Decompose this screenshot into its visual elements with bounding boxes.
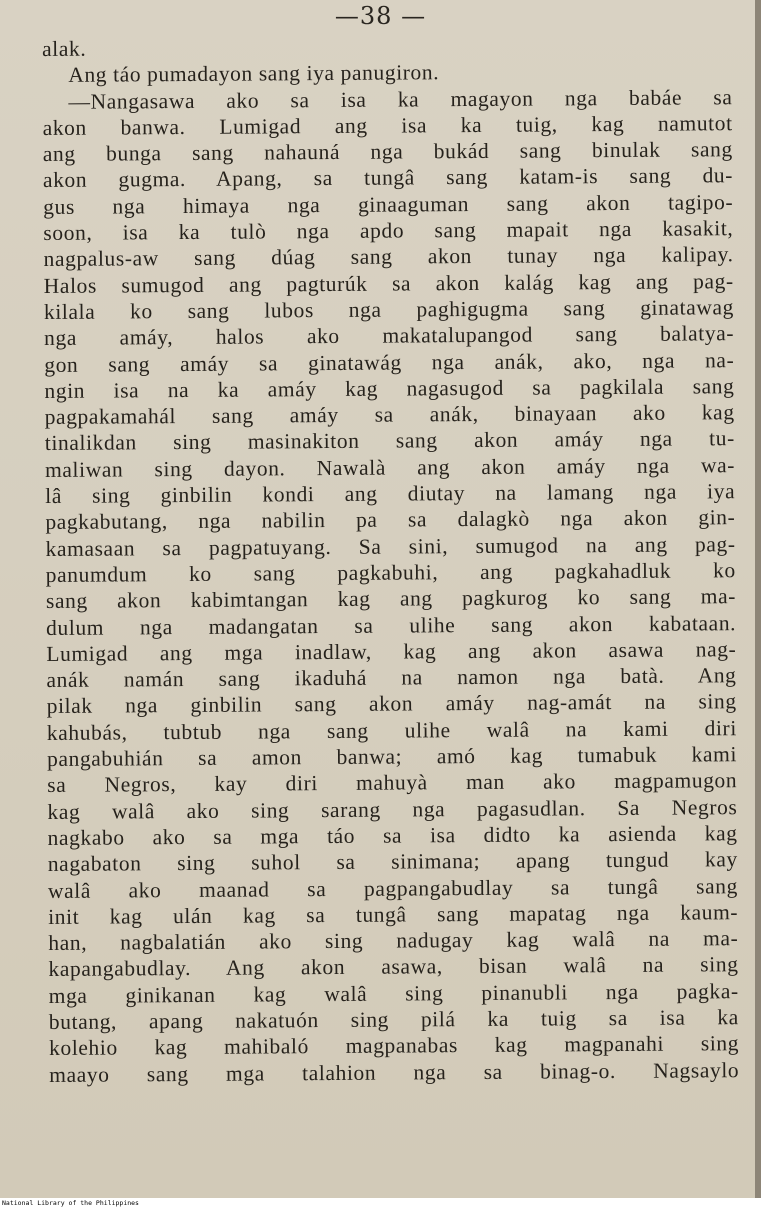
text-line: tinalikdan sing masinakiton sang akon amáy nga tu- [44,426,735,456]
text-line: han, nagbalatián ako sing nadugay kag walâ na ma- [48,926,739,956]
text-line: maliwan sing dayon. Nawalà ang akon amáy nga wa- [44,452,736,482]
text-line: init kag ulán kag sa tungâ sang mapatag nga kaum- [48,899,739,929]
text-line: walâ ako maanad sa pagpangabudlay sa tungâ sang [47,873,739,903]
text-line: soon, isa ka tulò nga apdo sang mapait nga kasakit, [43,216,734,246]
text-line: mga ginikanan kag walâ sing pinanubli nga pagka- [48,978,739,1008]
page-edge-shadow [755,0,761,1198]
text-line: kamasaan sa pagpatuyang. Sa sini, sumugod na ang pag- [45,531,736,561]
text-line: ang bunga sang nahauná nga bukád sang binulak sang [42,137,733,167]
text-line: Lumigad ang mga inadlaw, kag ang akon asawa nag- [46,636,737,666]
text-line: alak. [42,36,87,61]
text-line: pagkabutang, nga nabilin pa sa dalagkò nga akon gin- [45,505,736,535]
text-line: dulum nga madangatan sa ulihe sang akon kabataan. [46,610,737,640]
text-line: anák namán sang ikaduhá na namon nga batà. Ang [46,663,737,693]
text-line: gon sang amáy sa ginatawág nga anák, ako, nga na- [44,347,735,377]
text-line: nagpalus-aw sang dúag sang akon tunay nga kalipay. [43,242,734,272]
text-line: ngin isa na ka amáy kag nagasugod sa pagkilala sang [44,374,735,403]
text-line: nagkabo ako sa mga táo sa isa didto ka asienda kag [47,821,738,850]
page-number: —38 — [334,2,427,30]
text-line: kapangabudlay. Ang akon asawa, bisan walâ na sing [48,952,739,982]
text-line: pagpakamahál sang amáy sa anák, binayaan ako kag [44,400,735,430]
text-line: sang akon kabimtangan kag ang pagkurog ko sang ma- [45,584,737,614]
text-line: sa Negros, kay diri mahuyà man ako magpamugon [47,768,738,798]
text-line: kahubás, tubtub nga sang ulihe walâ na kami diri [46,715,737,745]
text-line: nga amáy, halos ako makatalupangod sang balatya- [44,321,735,351]
text-line: pangabuhián sa amon banwa; amó kag tumabuk kami [46,742,738,771]
text-line: akon gugma. Apang, sa tungâ sang katam-is sang du- [42,163,734,193]
text-line: gus nga himaya nga ginaaguman sang akon tagipo- [43,189,734,219]
text-line: akon banwa. Lumigad ang isa ka tuig, kag namutot [42,111,733,140]
text-line: Ang táo pumadayon sang iya panugiron. [68,60,440,88]
page-body-text [42,31,739,1088]
text-line: nagabaton sing suhol sa sinimana; apang tungud kay [47,847,738,877]
text-line: kolehio kag mahibaló magpanabas kag magpanahi sing [48,1031,740,1061]
text-line: lâ sing ginbilin kondi ang diutay na lamang nga iya [45,479,736,509]
text-line: maayo sang mga talahion nga sa binag-o. Nagsaylo [49,1057,740,1087]
text-line: panumdum ko sang pagkabuhi, ang pagkahadluk ko [45,558,736,587]
text-line: pilak nga ginbilin sang akon amáy nag-amát na sing [46,689,737,719]
library-credit: National Library of the Philippines [2,1199,139,1207]
text-line: Halos sumugod ang pagturúk sa akon kalág kag ang pag- [43,268,734,298]
text-line: butang, apang nakatuón sing pilá ka tuig sa isa ka [48,1005,739,1034]
text-line: —Nangasawa ako sa isa ka magayon nga babáe sa [68,84,733,114]
text-line: kag walâ ako sing sarang nga pagasudlan. Sa Negros [47,794,738,824]
text-line: kilala ko sang lubos nga paghigugma sang ginatawag [43,295,734,324]
